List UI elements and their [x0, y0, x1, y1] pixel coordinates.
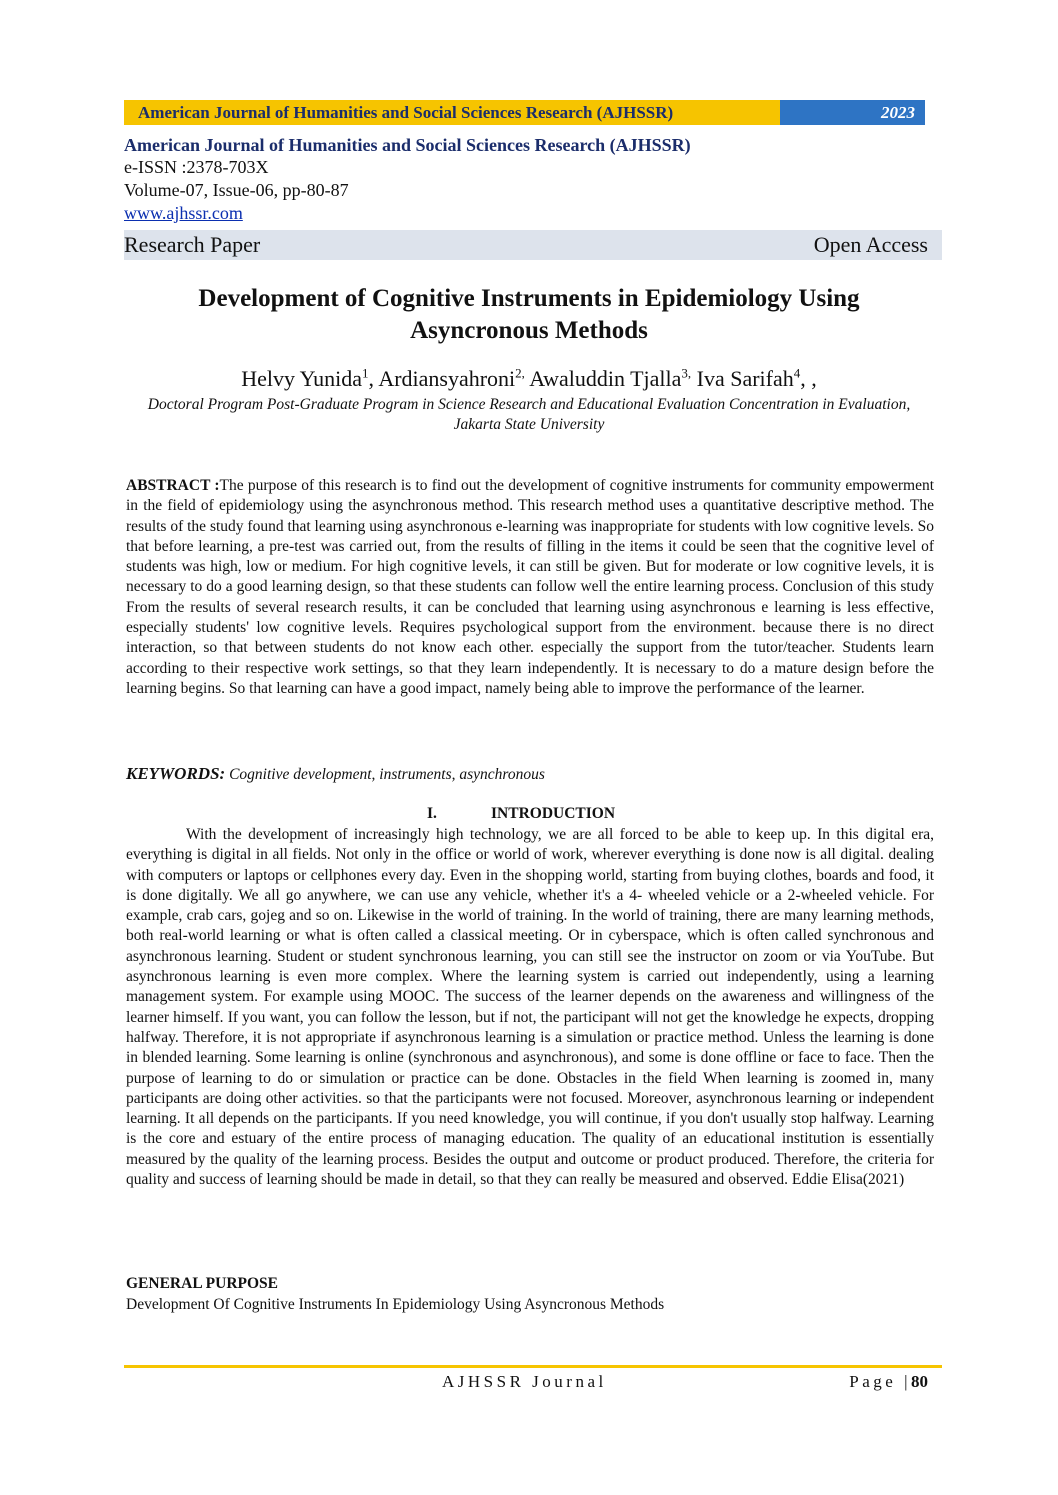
- footer-page-number: [849, 1372, 928, 1392]
- abstract-text: The purpose of this research is to find out the development of cognitive instruments for community empowerment in the field of epidemiology using the asynchronous method. This research method uses a quantitative descriptive method. The results of the study found that learning using asynchronous e-learning was inappropriate for students with low cognitive levels. So that before learning, a pre-test was carried out, from the results of filling in the items it could be seen that the cognitive level of students was high, low or medium. For high cognitive levels, it can still be given. But for moderate or low cognitive levels, it is necessary to do a good learning design, so that these students can follow well the entire learning process. Conclusion of this study From the results of several research results, it can be concluded that learning using asynchronous e learning is less effective, especially students' low cognitive levels. Requires psychological support from the environment. because there is no direct interaction, so that between students do not know each other. especially the support from the tutor/teacher. Students learn according to their respective work settings, so that they learn independently. It is necessary to do a mature design before the learning begins. So that learning can have a good impact, namely being able to improve the performance of the learner.: [126, 477, 935, 697]
- author-name: Iva Sarifah: [696, 366, 794, 391]
- author-affiliation-mark: 4: [793, 365, 801, 381]
- keywords: [126, 764, 934, 785]
- author-separator: , ,: [800, 366, 817, 391]
- eissn: e-ISSN :2378-703X: [124, 157, 269, 177]
- page-footer: [124, 1372, 942, 1398]
- journal-name: American Journal of Humanities and Social Sciences Research (AJHSSR): [124, 135, 691, 155]
- footer-journal-name: AJHSSR Journal: [442, 1372, 607, 1391]
- running-header: [124, 100, 925, 125]
- author-separator: ,: [368, 366, 379, 391]
- page-number: 80: [911, 1372, 928, 1391]
- author-affiliation-mark: 1: [362, 365, 369, 381]
- author-name: Helvy Yunida: [241, 366, 363, 391]
- volume-issue: Volume-07, Issue-06, pp-80-87: [124, 180, 349, 200]
- author-name: Ardiansyahroni: [378, 366, 516, 391]
- abstract-label: ABSTRACT :: [126, 477, 220, 494]
- journal-info: [124, 134, 944, 225]
- paper-title: [124, 283, 934, 347]
- abstract: [126, 476, 934, 699]
- author-affiliation: Doctoral Program Post-Graduate Program in Science Research and Educational Evaluation Concentration in Evaluation, Jakarta State University: [147, 396, 911, 433]
- paper-type-bar: [124, 230, 942, 260]
- footer-divider: [124, 1365, 942, 1368]
- author-affiliation-mark: 3,: [681, 365, 692, 381]
- paper-type: Research Paper: [124, 232, 261, 257]
- paper-title-line1: Development of Cognitive Instruments in Epidemiology Using: [198, 285, 860, 312]
- paper-title-line2: Asyncronous Methods: [410, 317, 648, 344]
- author-name: Awaluddin Tjalla: [529, 366, 682, 391]
- running-header-journal: American Journal of Humanities and Social Sciences Research (AJHSSR): [124, 100, 780, 125]
- journal-website-link[interactable]: www.ajhssr.com: [124, 203, 243, 223]
- author-list: [124, 365, 934, 393]
- author-affiliation-mark: 2,: [515, 365, 525, 381]
- introduction-body: With the development of increasingly high technology, we are all forced to be able to keep up. In this digital era, everything is digital in all fields. Not only in the office or world of work, wherever everything is done now is all digital. dealing with computers or laptops or cellphones every day. Even in the shopping world, starting from buying clothes, boards and food, it is done digitally. We all go anywhere, we can use any vehicle, whether it's a 4- wheeled vehicle or a 2-wheeled vehicle. For example, crab cars, gojeg and so on. Likewise in the world of training. In the world of training, there are many learning methods, both real-world learning or what is often called a classical meeting. Or in cyberspace, which is often called synchronous and asynchronous learning. Student or student synchronous learning, you can still see the instructor on zoom or via YouTube. But asynchronous learning is even more complex. Where the learning system is carried out independently, using a learning management system. For example using MOOC. The success of the learner depends on the awareness and willingness of the learner himself. If you want, you can follow the lesson, but if not, the participant will not get the knowledge he expects, dropping halfway. Therefore, it is not appropriate if asynchronous learning is a simulation or practice method. Unless the learning is done in blended learning. Some learning is online (synchronous and asynchronous), and some is done offline or face to face. Then the purpose of learning to do or simulation or practice can be done. Obstacles in the field When learning is zoomed in, many participants are doing other activities. so that the participants were not focused. Moreover, asynchronous learning or independent learning. It all depends on the participants. If you need knowledge, you will continue, if you don't usually stop halfway. Learning is the core and estuary of the entire process of managing education. The quality of an educational institution is essentially measured by the quality of the learning process. Besides the output and outcome or product produced. Therefore, the criteria for quality and success of learning should be made in detail, so that they can really be measured and observed. Eddie Elisa(2021): [126, 826, 934, 1189]
- running-header-year: 2023: [780, 100, 925, 125]
- keywords-label: KEYWORDS:: [126, 764, 226, 783]
- section-title: INTRODUCTION: [491, 805, 616, 822]
- general-purpose-heading: GENERAL PURPOSE: [126, 1275, 279, 1292]
- section-number: I.: [427, 805, 437, 822]
- keywords-text: Cognitive development, instruments, asynchronous: [225, 766, 545, 783]
- open-access-label: Open Access: [813, 232, 928, 257]
- general-purpose-text: Development Of Cognitive Instruments In Epidemiology Using Asyncronous Methods: [126, 1296, 665, 1313]
- footer-page-label: Page |: [849, 1372, 911, 1391]
